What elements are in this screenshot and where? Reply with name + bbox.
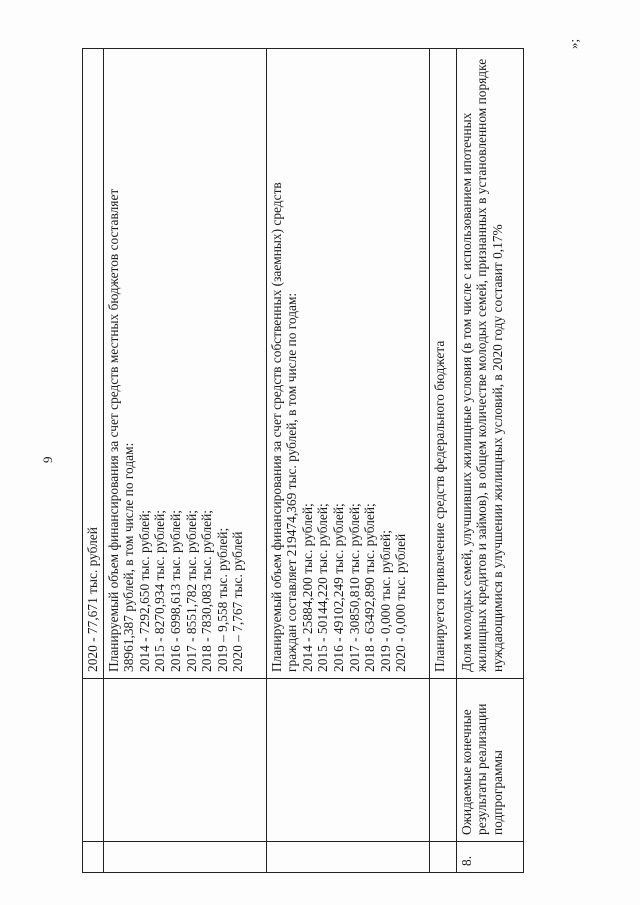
text-line: 2014 - 25884,200 тыс. рублей; <box>299 503 315 672</box>
row-number-cell <box>83 842 104 873</box>
passport-grid <box>82 48 524 873</box>
text-line: Планируемый объем финансирования за счет средств собственных (заемных) средств <box>268 182 284 672</box>
text-line: 2019 - 0,000 тыс. рублей; <box>377 530 393 672</box>
subprogram-passport-table <box>82 48 550 873</box>
table-row <box>266 49 429 873</box>
text-line: 2018 - 7830,083 тыс. рублей; <box>199 509 215 672</box>
text-line: 2017 - 30850,810 тыс. рублей; <box>346 503 362 672</box>
expected-results-text: Доля молодых семей, улучшивших жилищные условия (в том числе с использованием ипотечных жилищных кредитов и займов), в общем количестве молодых семей, признанных в установленном порядке нуждающимися в улучшении жилищных условий, в 2020 году составит 0,17% <box>458 58 505 672</box>
federal-remainder-cell <box>83 49 104 679</box>
table-row <box>83 49 104 873</box>
text-line: 2016 - 6998,613 тыс. рублей; <box>167 509 183 672</box>
text-line: 38961,387 рублей, в том числе по годам: <box>121 442 137 672</box>
text-line: 2020 - 77,671 тыс. рублей <box>85 527 100 672</box>
table-row <box>103 49 266 873</box>
own-funds-cell <box>266 49 429 679</box>
row-label-cell <box>103 679 266 842</box>
row-number-cell: 8. <box>456 842 523 873</box>
text-line: 2018 - 63492,890 тыс. рублей; <box>362 503 378 672</box>
text-line: 2015 - 50144,220 тыс. рублей; <box>315 503 331 672</box>
text-line: 2016 - 49102,249 тыс. рублей; <box>330 503 346 672</box>
text-line: граждан составляет 219474,369 тыс. рублей, в том числе по годам: <box>284 292 300 672</box>
row-label-cell: Ожидаемые конечные результаты реализации подпрограммы <box>456 679 523 842</box>
row-number-cell <box>103 842 266 873</box>
text-line: 2015 - 8270,934 тыс. рублей; <box>152 509 168 672</box>
row-label-cell <box>429 679 456 842</box>
text-line: Планируется привлечение средств федерального бюджета <box>431 340 447 672</box>
expected-results-cell <box>456 49 523 679</box>
row-number-cell <box>429 842 456 873</box>
text-line: Планируемый объем финансирования за счет средств местных бюджетов составляет <box>105 188 121 672</box>
local-budget-cell <box>103 49 266 679</box>
row-number-cell <box>266 842 429 873</box>
text-line: 2020 – 7,767 тыс. рублей <box>230 531 246 672</box>
text-line: 2019 – 9,558 тыс. рублей; <box>214 527 230 672</box>
table-row <box>429 49 456 873</box>
text-line: 2014 - 7292,650 тыс. рублей; <box>136 509 152 672</box>
text-line: 2017 - 8551,782 тыс. рублей; <box>183 509 199 672</box>
row-label-cell <box>266 679 429 842</box>
text-line: 2020 - 0,000 тыс. рублей <box>393 533 409 672</box>
federal-budget-cell <box>429 49 456 679</box>
closing-quote-mark: »; <box>566 38 581 49</box>
row-label-cell <box>83 679 104 842</box>
page-number: 9 <box>40 456 55 463</box>
table-row <box>456 49 523 873</box>
